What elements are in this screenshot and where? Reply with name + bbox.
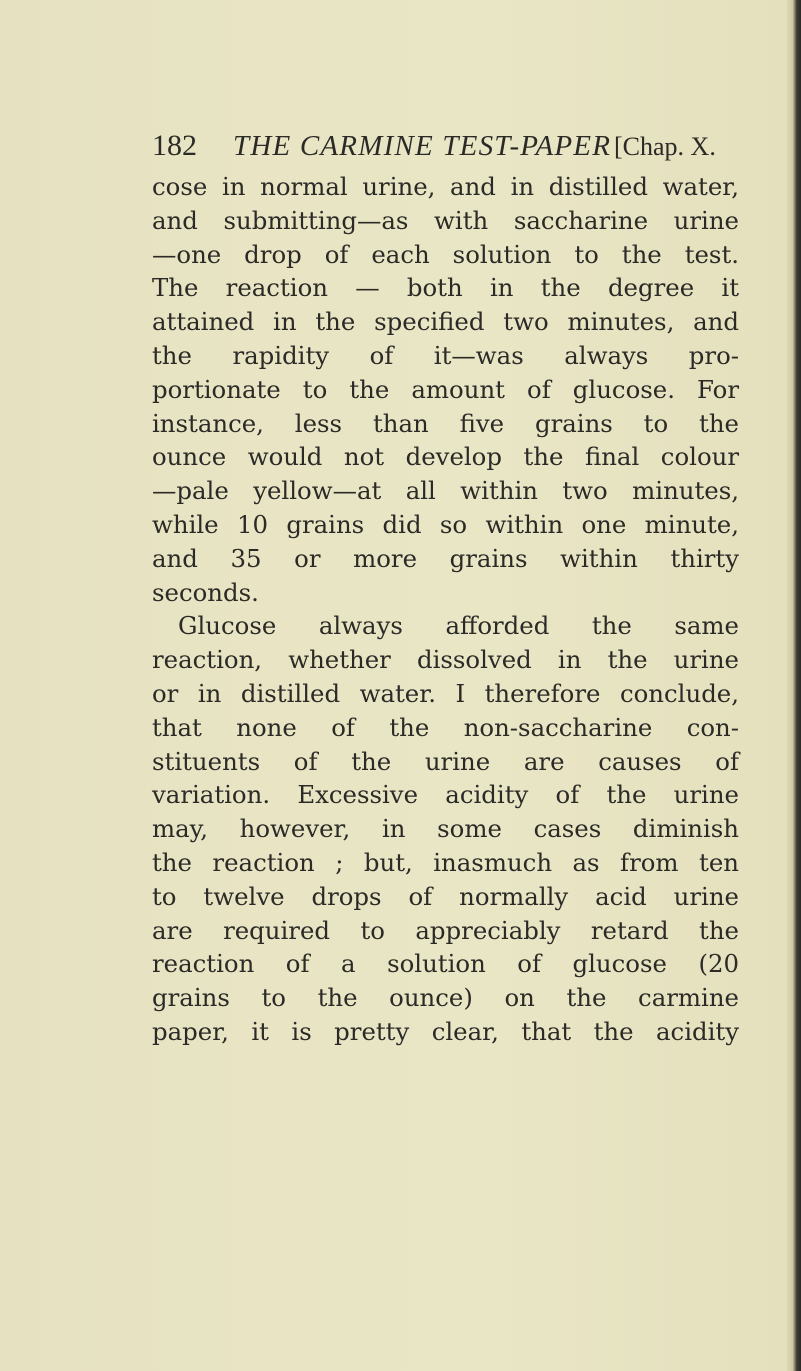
text-line: cose in normal urine, and in distilled water,: [152, 172, 739, 201]
text-line: attained in the specified two minutes, and: [152, 307, 739, 337]
text-line: may, however, in some cases diminish: [152, 814, 739, 844]
text-line: and submitting—as with saccharine urine: [152, 205, 739, 235]
text-line: portionate to the amount of glucose. For: [152, 374, 739, 404]
body-text: [152, 170, 739, 1049]
text-line: to twelve drops of normally acid urine: [152, 881, 739, 911]
text-line: —one drop of each solution to the test.: [152, 239, 739, 269]
text-line: and 35 or more grains within thirty: [152, 543, 739, 573]
text-line: variation. Excessive acidity of the urine: [152, 780, 739, 810]
text-line: while 10 grains did so within one minute,: [152, 509, 739, 539]
running-header: [152, 126, 742, 166]
text-line: the reaction ; but, inasmuch as from ten: [152, 847, 739, 877]
text-line: Glucose always afforded the same: [178, 611, 739, 641]
text-line: seconds.: [152, 577, 259, 607]
text-line: paper, it is pretty clear, that the acidity: [152, 1016, 739, 1046]
paragraph-2: [152, 609, 739, 1048]
chapter-reference: [Chap. X.: [614, 132, 716, 161]
page-number: 182: [152, 129, 197, 162]
paragraph-1: [152, 170, 739, 609]
text-line: The reaction — both in the degree it: [152, 273, 739, 303]
text-line: grains to the ounce) on the carmine: [152, 983, 739, 1013]
text-line: are required to appreciably retard the: [152, 915, 739, 945]
text-line: ounce would not develop the final colour: [152, 442, 739, 472]
text-line: instance, less than five grains to the: [152, 408, 739, 438]
text-line: that none of the non-saccharine con-: [152, 712, 739, 742]
text-line: reaction of a solution of glucose (20: [152, 949, 739, 979]
text-line: stituents of the urine are causes of: [152, 746, 739, 776]
text-line: or in distilled water. I therefore conclude,: [152, 678, 739, 708]
running-title: THE CARMINE TEST-PAPER: [233, 130, 612, 162]
page-edge-shadow: [787, 0, 801, 1371]
text-line: reaction, whether dissolved in the urine: [152, 645, 739, 675]
text-line: —pale yellow—at all within two minutes,: [152, 476, 739, 506]
text-line: the rapidity of it—was always pro-: [152, 340, 739, 370]
